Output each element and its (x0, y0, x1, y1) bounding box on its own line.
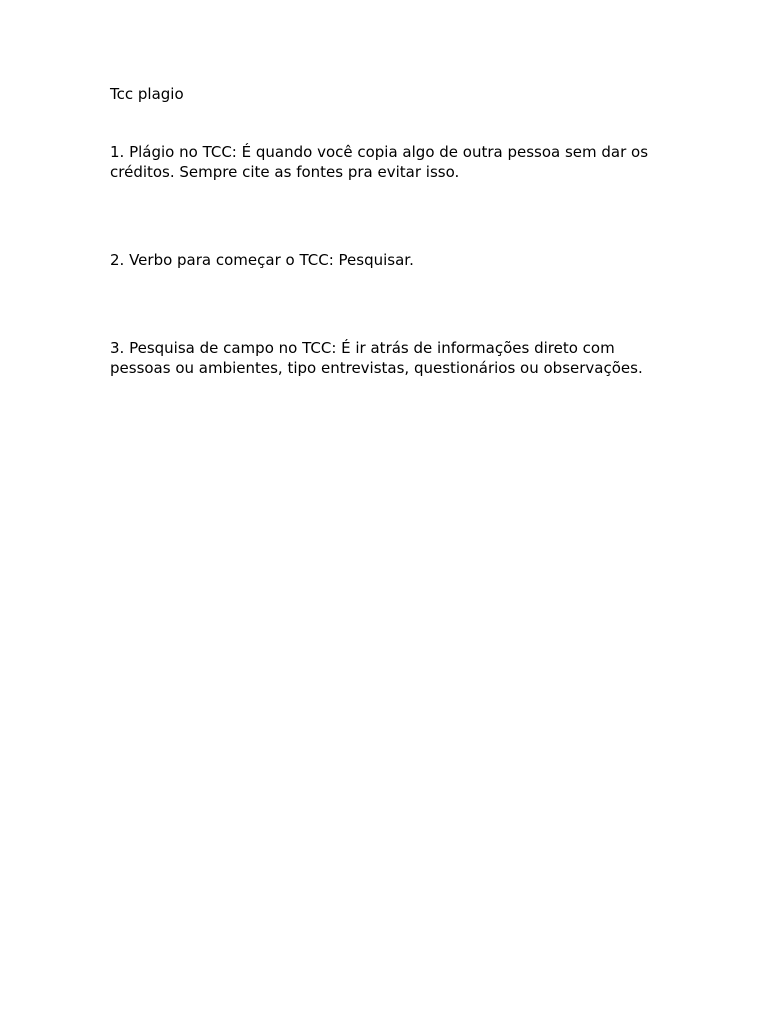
paragraph-verbo: 2. Verbo para começar o TCC: Pesquisar. (110, 251, 414, 269)
paragraph-plagio: 1. Plágio no TCC: É quando você copia algo de outra pessoa sem dar os créditos. Sempre cite as fontes pra evitar isso. (110, 143, 649, 181)
paragraph-pesquisa-de-campo: 3. Pesquisa de campo no TCC: É ir atrás de informações direto com pessoas ou ambientes, tipo entrevistas, questionários ou observações. (110, 339, 643, 377)
document-title: Tcc plagio (110, 85, 184, 103)
